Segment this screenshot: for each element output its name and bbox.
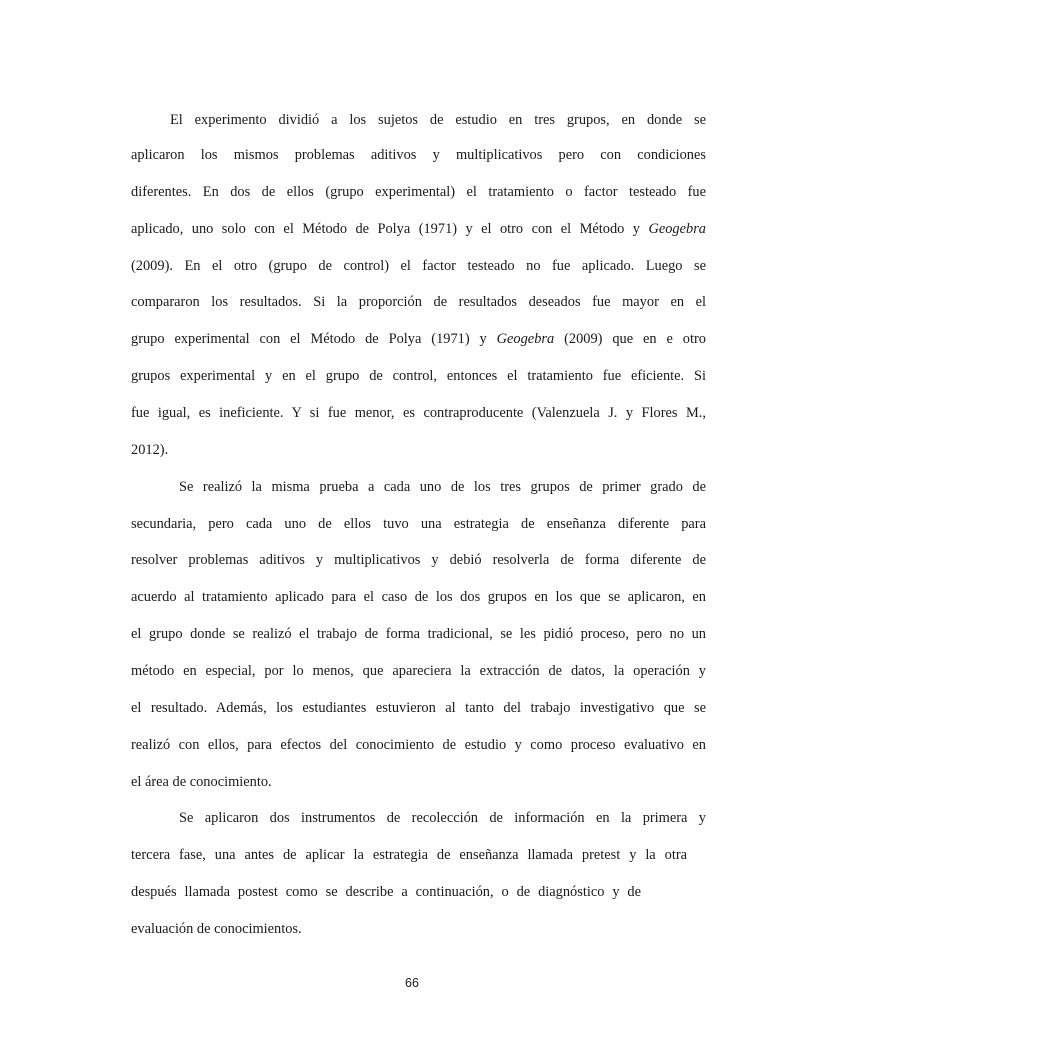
paragraph-line: aplicado, uno solo con el Método de Polya (1971) y el otro con el Método y Geogebra bbox=[131, 221, 706, 237]
paragraph-line: después llamada postest como se describe a continuación, o de diagnóstico y de bbox=[131, 884, 641, 900]
paragraph-line: fue igual, es ineficiente. Y si fue menor, es contraproducente (Valenzuela J. y Flores M., bbox=[131, 405, 706, 421]
paragraph-line: compararon los resultados. Si la proporción de resultados deseados fue mayor en el bbox=[131, 294, 706, 310]
page-number: 66 bbox=[405, 976, 419, 990]
paragraph-line: grupos experimental y en el grupo de control, entonces el tratamiento fue eficiente. Si bbox=[131, 368, 706, 384]
paragraph-line: El experimento dividió a los sujetos de estudio en tres grupos, en donde se bbox=[170, 112, 706, 128]
paragraph-line: resolver problemas aditivos y multiplicativos y debió resolverla de forma diferente de bbox=[131, 552, 706, 568]
paragraph-line: 2012). bbox=[131, 442, 169, 458]
paragraph-line: grupo experimental con el Método de Polya (1971) y Geogebra (2009) que en e otro bbox=[131, 331, 706, 347]
paragraph-line: tercera fase, una antes de aplicar la estrategia de enseñanza llamada pretest y la otra bbox=[131, 847, 687, 863]
paragraph-line: acuerdo al tratamiento aplicado para el caso de los dos grupos en los que se aplicaron, en bbox=[131, 589, 706, 605]
paragraph-line: secundaria, pero cada uno de ellos tuvo una estrategia de enseñanza diferente para bbox=[131, 516, 706, 532]
paragraph-line: Se realizó la misma prueba a cada uno de los tres grupos de primer grado de bbox=[179, 479, 706, 495]
paragraph-line: Se aplicaron dos instrumentos de recolección de información en la primera y bbox=[179, 810, 706, 826]
paragraph-line: el grupo donde se realizó el trabajo de forma tradicional, se les pidió proceso, pero no un bbox=[131, 626, 706, 642]
paragraph-line: aplicaron los mismos problemas aditivos y multiplicativos pero con condiciones bbox=[131, 147, 706, 163]
paragraph-line: diferentes. En dos de ellos (grupo experimental) el tratamiento o factor testeado fue bbox=[131, 184, 706, 200]
paragraph-line: método en especial, por lo menos, que apareciera la extracción de datos, la operación y bbox=[131, 663, 706, 679]
paragraph-line: realizó con ellos, para efectos del conocimiento de estudio y como proceso evaluativo en bbox=[131, 737, 706, 753]
paragraph-line: el resultado. Además, los estudiantes estuvieron al tanto del trabajo investigativo que se bbox=[131, 700, 706, 716]
paragraph-line: (2009). En el otro (grupo de control) el factor testeado no fue aplicado. Luego se bbox=[131, 258, 706, 274]
paragraph-line: evaluación de conocimientos. bbox=[131, 921, 302, 937]
paragraph-line: el área de conocimiento. bbox=[131, 774, 272, 790]
